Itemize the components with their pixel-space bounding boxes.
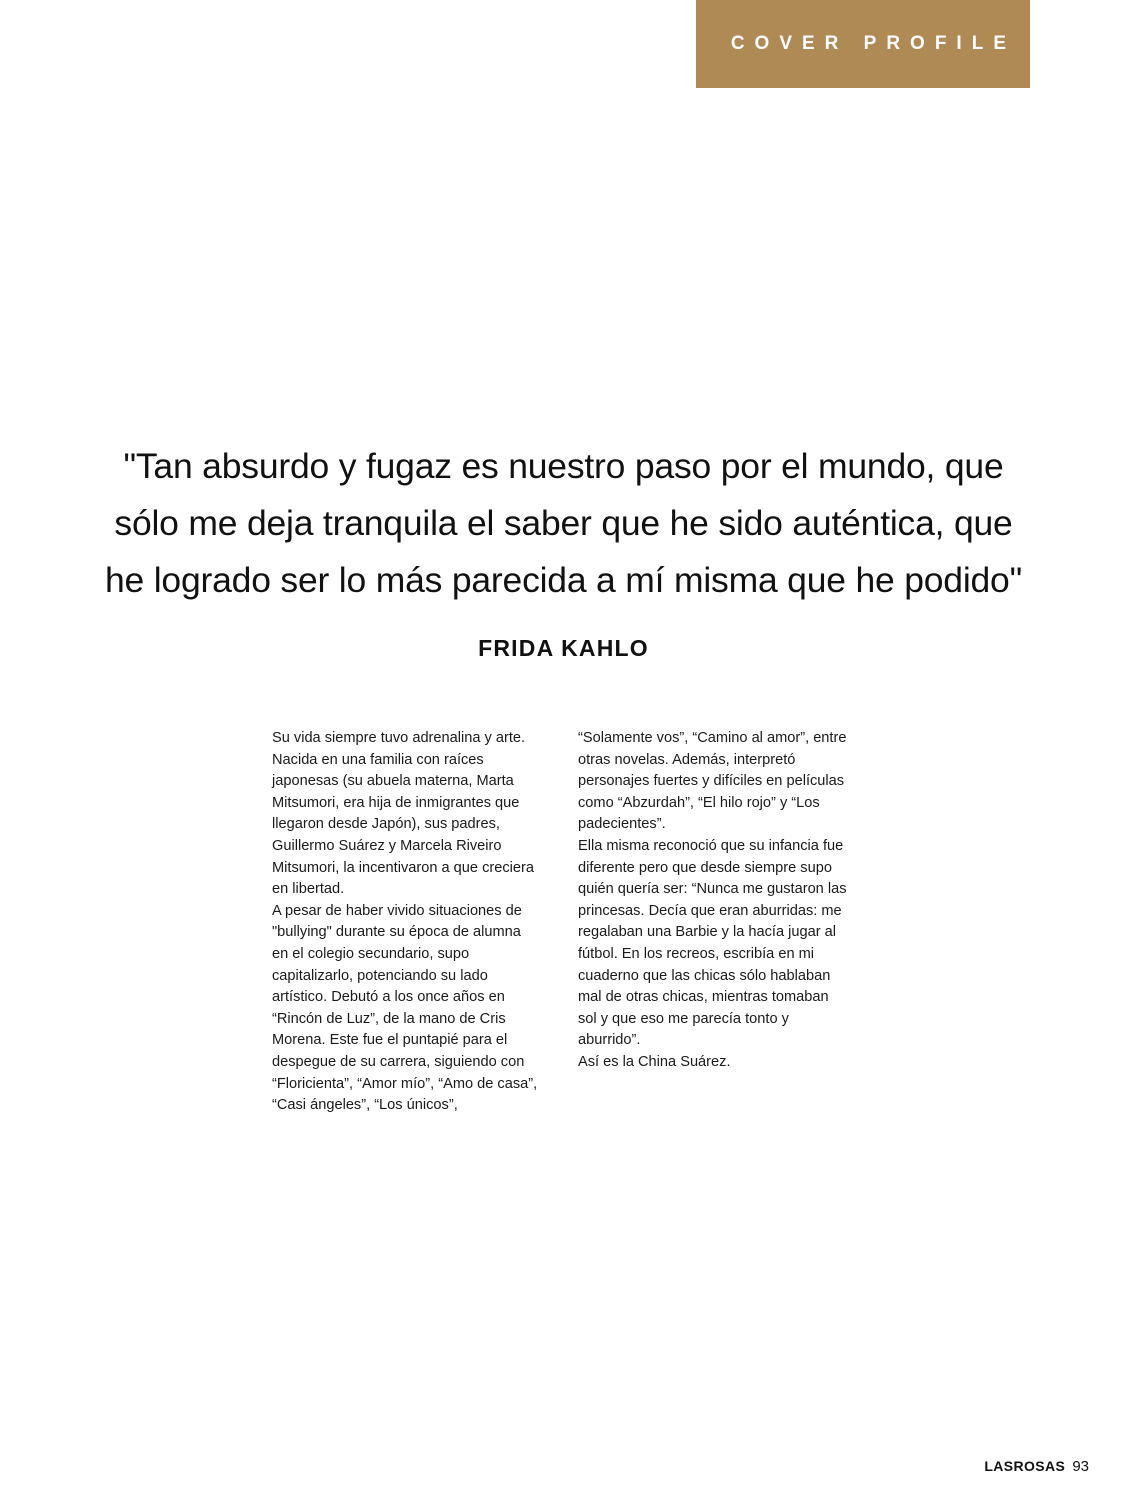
article-column-left [272, 728, 541, 1117]
footer-brand: LASROSAS [984, 1458, 1066, 1474]
pull-quote [96, 438, 1031, 662]
article-column-right [578, 728, 847, 1117]
pull-quote-text: "Tan absurdo y fugaz es nuestro paso por el mundo, que sólo me deja tranquila el saber que he sido auténtica, que he logrado ser lo más parecida a mí misma que he podido" [104, 446, 1023, 600]
article-text-left: Su vida siempre tuvo adrenalina y arte. Nacida en una familia con raíces japonesas (su abuela materna, Marta Mitsumori, era hija de inmigrantes que llegaron desde Japón), sus padres, Guillermo Suárez y Marcela Riveiro Mitsumori, la incentivaron a que creciera en libertad. A pesar de haber vivido situaciones de "bullying" durante su época de alumna en el colegio secundario, supo capitalizarlo, potenciando su lado artístico. Debutó a los once años en “Rincón de Luz”, de la mano de Cris Morena. Este fue el puntapié para el despegue de su carrera, siguiendo con “Floricienta”, “Amor mío”, “Amo de casa”, “Casi ángeles”, “Los únicos”, [272, 730, 538, 1114]
pull-quote-attribution: FRIDA KAHLO [478, 635, 649, 661]
section-header-label: COVER PROFILE [730, 33, 1016, 54]
footer-page-number: 93 [1072, 1458, 1089, 1475]
section-header-tab [696, 0, 1030, 88]
article-body [272, 728, 847, 1117]
article-text-right: “Solamente vos”, “Camino al amor”, entre otras novelas. Además, interpretó personajes fuertes y difíciles en películas como “Abzurdah”, “El hilo rojo” y “Los padecientes”. Ella misma reconoció que su infancia fue diferente pero que desde siempre supo quién quería ser: “Nunca me gustaron las princesas. Decía que eran aburridas: me regalaban una Barbie y la hacía jugar al fútbol. En los recreos, escribía en mi cuaderno que las chicas sólo hablaban mal de otras chicas, mientras tomaban sol y que eso me parecía tonto y aburrido”. Así es la China Suárez. [578, 730, 847, 1070]
page-footer [984, 1458, 1089, 1475]
